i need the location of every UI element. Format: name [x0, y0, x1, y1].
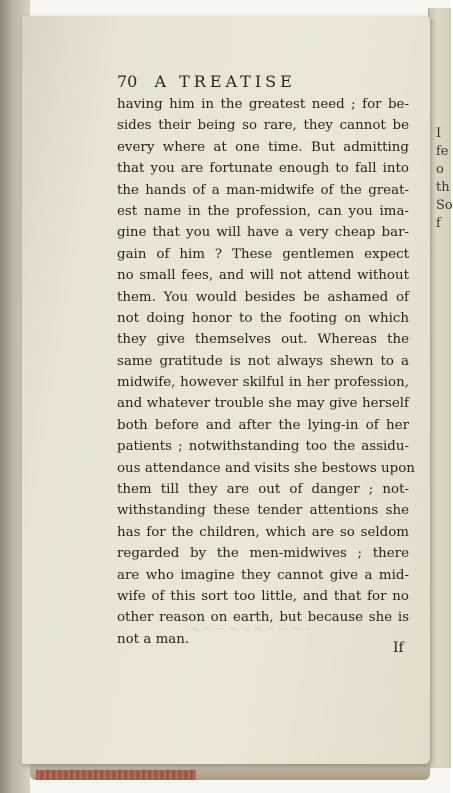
text-line: ous attendance and visits she bestows upon [117, 460, 415, 476]
facing-page-fragment: o [436, 162, 444, 177]
text-line: withstanding these tender attentions she [117, 503, 409, 519]
text-line: that you are fortunate enough to fall into [117, 161, 409, 177]
text-line: has for the children, which are so seldom [117, 524, 409, 540]
text-line: wife of this sort too little, and that for no [117, 588, 409, 604]
text-line: the hands of a man-midwife of the great- [117, 182, 409, 198]
text-line: est name in the profession, can you ima- [117, 203, 409, 219]
body-text [117, 94, 415, 650]
text-line: them till they are out of danger ; not- [117, 482, 409, 498]
text-line: gain of him ? These gentlemen expect [117, 246, 409, 262]
facing-page-edge [428, 8, 451, 768]
catchword: If [393, 640, 404, 656]
page-number: 70 [117, 72, 138, 91]
text-line: regarded by the men-midwives ; there [117, 546, 409, 562]
text-line: no small fees, and will not attend without [117, 268, 409, 284]
facing-page-fragment: fe [436, 144, 449, 159]
facing-page-fragment: I [436, 126, 442, 141]
text-line: not doing honor to the footing on which [117, 310, 409, 326]
facing-page-fragment: So [436, 198, 453, 213]
show-through-text: ~ ~ ~ ~ ~ ~ ~ ~ ~ ~ [190, 622, 314, 635]
text-line: having him in the greatest need ; for be- [117, 97, 409, 112]
text-line: patients ; notwithstanding too the assidu- [117, 439, 409, 455]
text-line: are who imagine they cannot give a mid- [117, 567, 409, 583]
facing-page-fragment: f [436, 216, 441, 231]
text-line: midwife, however skilful in her profession, [117, 375, 409, 391]
text-line: sides their being so rare, they cannot be [117, 118, 409, 134]
facing-page-fragment: th [436, 180, 450, 195]
text-line: they give themselves out. Whereas the [117, 332, 409, 348]
running-header [117, 72, 417, 91]
text-line: not a man. [117, 631, 190, 647]
red-page-edge [36, 770, 196, 780]
text-line: other reason on earth, but because she is [117, 610, 409, 626]
text-line: every where at one time. But admitting [117, 139, 409, 155]
text-line: gine that you will have a very cheap bar- [117, 225, 409, 241]
running-title: A TREATISE [154, 72, 296, 91]
text-line: and whatever trouble she may give herself [117, 396, 409, 412]
text-line: same gratitude is not always shewn to a [117, 353, 409, 369]
text-line: them. You would besides be ashamed of [117, 289, 409, 305]
text-line: both before and after the lying-in of her [117, 417, 409, 433]
